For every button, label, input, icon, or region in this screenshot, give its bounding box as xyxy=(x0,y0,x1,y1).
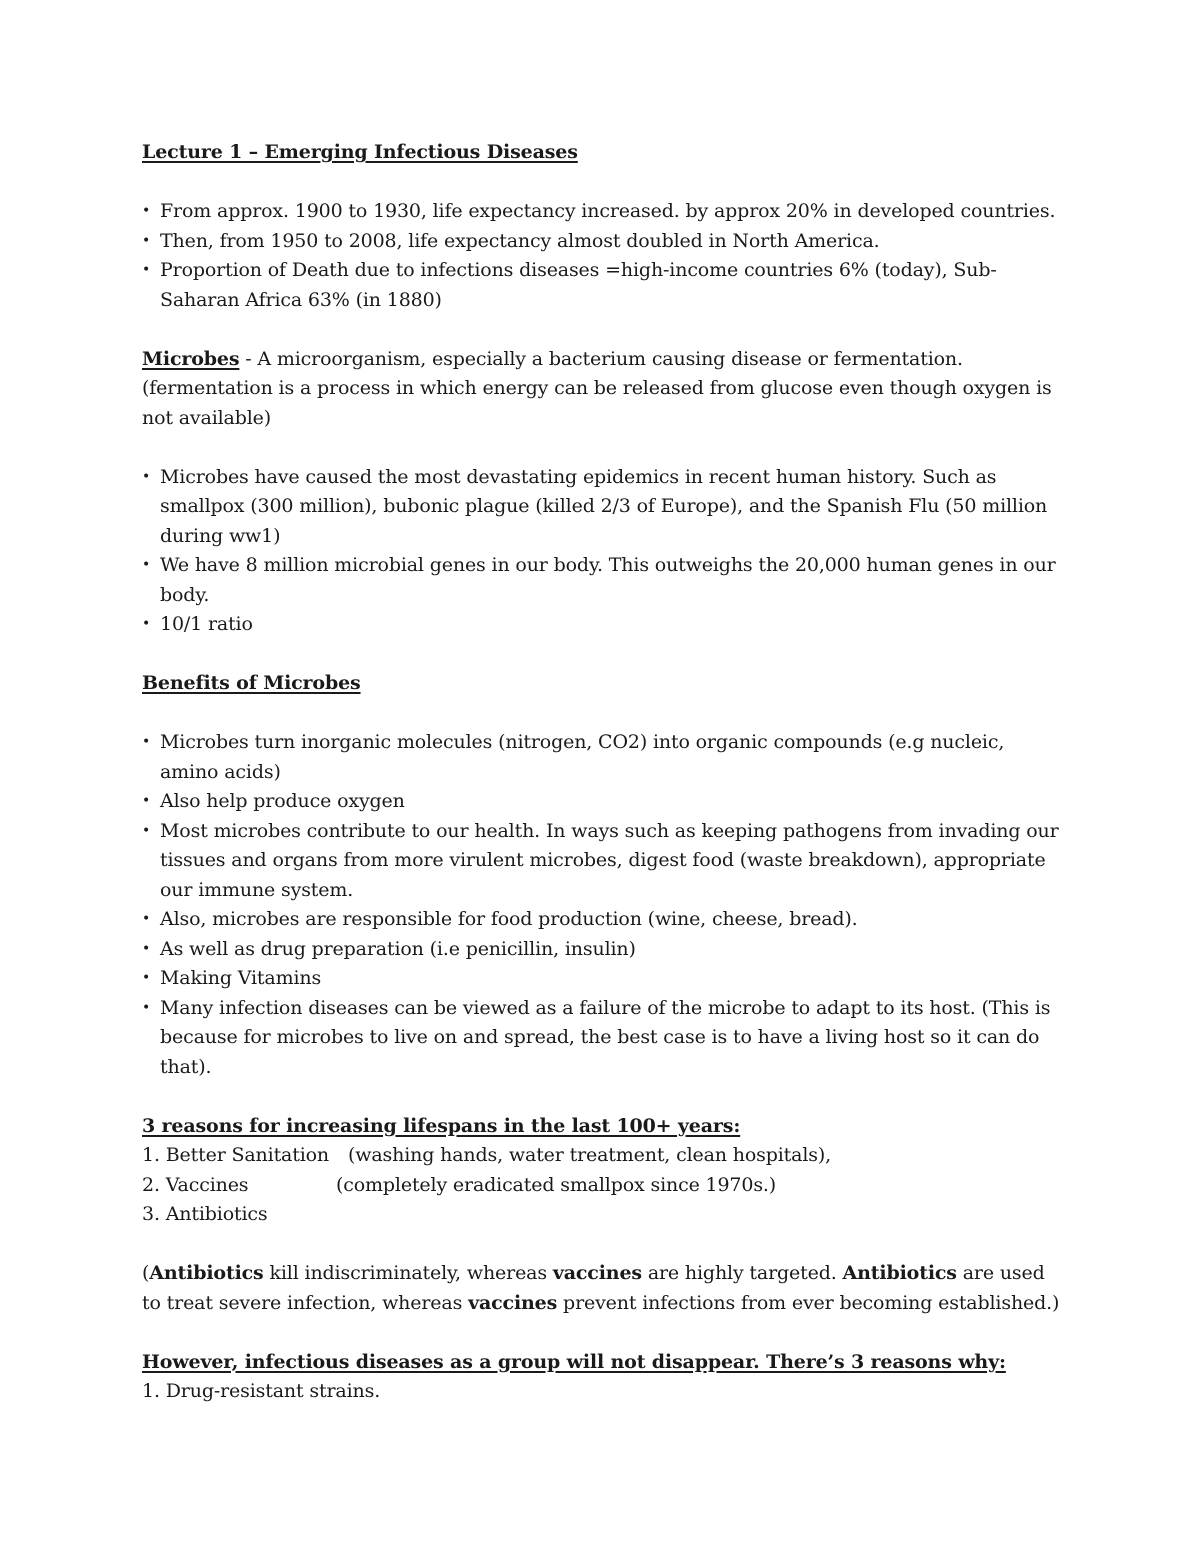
document-page xyxy=(142,138,1062,1407)
spacer xyxy=(142,1318,1062,1348)
list-item: • As well as drug preparation (i.e penicillin, insulin) xyxy=(142,935,1062,965)
list-item: • Most microbes contribute to our health. In ways such as keeping pathogens from invading our tissues and organs from more virulent microbes, digest food (waste breakdown), appropriate our immune system. xyxy=(142,817,1062,906)
term-antibiotics: Antibiotics xyxy=(149,1262,264,1284)
term-vaccines: vaccines xyxy=(468,1291,558,1314)
benefits-heading: Benefits of Microbes xyxy=(142,672,361,694)
spacer xyxy=(142,699,1062,729)
list-item: • Proportion of Death due to infections diseases =high-income countries 6% (today), Sub-Saharan Africa 63% (in 1880) xyxy=(142,256,1062,315)
comparison-text: are used to treat severe infection, whereas xyxy=(142,1262,1045,1314)
reason-item xyxy=(142,1141,1062,1171)
reason-label: 2. Vaccines xyxy=(142,1173,249,1196)
list-item: • Microbes have caused the most devastating epidemics in recent human history. Such as smallpox (300 million), bubonic plague (killed 2/3 of Europe), and the Spanish Flu (50 million during ww1) xyxy=(142,463,1062,552)
reason-label: 1. Better Sanitation xyxy=(142,1144,330,1166)
term-antibiotics: Antibiotics xyxy=(842,1262,957,1284)
reasons-list xyxy=(142,1141,1062,1230)
reason-label: 3. Antibiotics xyxy=(142,1203,268,1225)
comparison-text: kill indiscriminately, whereas xyxy=(263,1262,553,1284)
antibiotics-vaccines-comparison xyxy=(142,1259,1062,1318)
list-item: • Microbes turn inorganic molecules (nitrogen, CO2) into organic compounds (e.g nucleic, amino acids) xyxy=(142,728,1062,787)
spacer xyxy=(142,640,1062,670)
page-title: Lecture 1 – Emerging Infectious Diseases xyxy=(142,141,578,163)
list-item: • Making Vitamins xyxy=(142,964,1062,994)
microbes-term: Microbes xyxy=(142,347,240,370)
list-item: • Then, from 1950 to 2008, life expectancy almost doubled in North America. xyxy=(142,227,1062,257)
spacer xyxy=(142,168,1062,198)
reasons-heading: 3 reasons for increasing lifespans in the last 100+ years: xyxy=(142,1114,741,1137)
reason-item xyxy=(142,1200,1062,1230)
list-item: • From approx. 1900 to 1930, life expectancy increased. by approx 20% in developed countries. xyxy=(142,197,1062,227)
list-item: • 10/1 ratio xyxy=(142,610,1062,640)
however-item: 1. Drug-resistant strains. xyxy=(142,1380,381,1402)
spacer xyxy=(142,1082,1062,1112)
comparison-text: are highly targeted. xyxy=(641,1262,843,1284)
microbes-bullet-list xyxy=(142,463,1062,640)
however-heading: However, infectious diseases as a group will not disappear. There’s 3 reasons why: xyxy=(142,1350,1006,1373)
list-item: • Also, microbes are responsible for food production (wine, cheese, bread). xyxy=(142,905,1062,935)
list-item: • Also help produce oxygen xyxy=(142,787,1062,817)
spacer xyxy=(142,1230,1062,1260)
reason-detail: (completely eradicated smallpox since 1970s.) xyxy=(336,1173,777,1196)
however-list xyxy=(142,1377,1062,1407)
spacer xyxy=(142,315,1062,345)
list-item: • Many infection diseases can be viewed as a failure of the microbe to adapt to its host. (This is because for microbes to live on and spread, the best case is to have a living host so it can do that). xyxy=(142,994,1062,1083)
reason-item xyxy=(142,1171,1062,1201)
term-vaccines: vaccines xyxy=(552,1262,642,1284)
reason-detail: (washing hands, water treatment, clean hospitals), xyxy=(348,1144,832,1166)
microbes-definition-text: - A microorganism, especially a bacterium causing disease or fermentation. (fermentation is a process in which energy can be released from glucose even though oxygen is not available) xyxy=(142,347,1052,429)
comparison-text: prevent infections from ever becoming established.) xyxy=(557,1291,1060,1314)
microbes-definition xyxy=(142,345,1062,434)
intro-bullet-list xyxy=(142,197,1062,315)
open-paren: ( xyxy=(142,1262,150,1284)
benefits-bullet-list xyxy=(142,728,1062,1082)
spacer xyxy=(142,433,1062,463)
list-item: • We have 8 million microbial genes in our body. This outweighs the 20,000 human genes in our body. xyxy=(142,551,1062,610)
